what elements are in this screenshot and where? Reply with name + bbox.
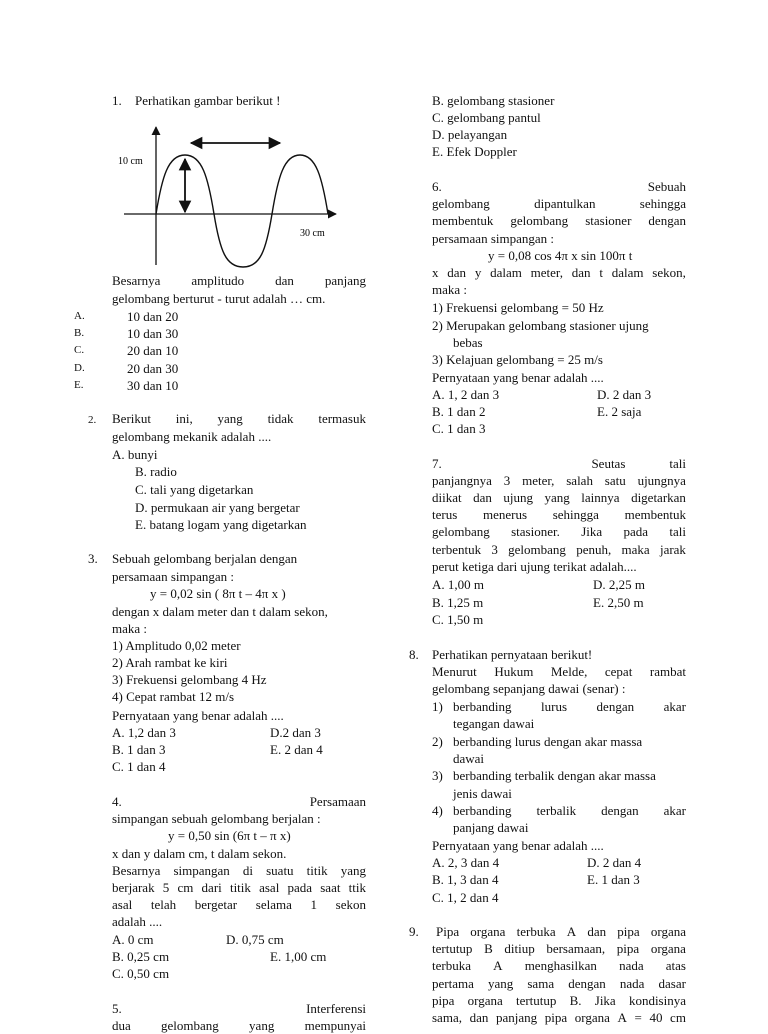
q1-stem: Besarnya amplitudo dan panjang [112,273,366,288]
q4-line-3: x dan y dalam cm, t dalam sekon. [112,846,287,861]
q8-statement-3-cont: jenis dawai [453,786,512,801]
q6-statement-2: 2) Merupakan gelombang stasioner ujung [432,318,649,333]
q8-statement-4: berbanding terbalik dengan akar [453,803,686,818]
q6-statement-2-cont: bebas [453,335,483,350]
q4-option-b[interactable]: B. 0,25 cm [112,949,170,964]
q3-line-3: dengan x dalam meter dan t dalam sekon, [112,604,328,619]
q6-option-b[interactable]: B. 1 dan 2 [432,404,486,419]
q7-line-5: gelombang stasioner. Jika pada tali [432,524,686,539]
q6-line-3: membentuk gelombang stasioner dengan [432,213,686,228]
q3-statement-2: 2) Arah rambat ke kiri [112,655,228,670]
q6-line-1: 6. Sebuah [432,179,686,194]
q7-option-a[interactable]: A. 1,00 m [432,577,484,592]
q7-option-e[interactable]: E. 2,50 m [593,595,644,610]
q5-option-d[interactable]: D. pelayangan [432,127,508,142]
q8-statement-1-num: 1) [432,699,443,714]
q2-number: 2. [88,414,97,426]
q3-equation: y = 0,02 sin ( 8π t – 4π x ) [150,586,286,601]
q7-line-4: terus menerus sehingga membentuk [432,507,686,522]
q9-line-4: pertama yang sama dengan nada dasar [432,976,686,991]
q4-body-2: berjarak 5 cm dari titik asal pada saat ttik [112,880,366,895]
q3-statement-1: 1) Amplitudo 0,02 meter [112,638,241,653]
q8-line-1: Menurut Hukum Melde, cepat rambat [432,664,686,679]
q9-line-6: sama, dan panjang pipa organa A = 40 cm [432,1010,686,1025]
q8-statement-2-cont: dawai [453,751,485,766]
q4-option-a[interactable]: A. 0 cm [112,932,154,947]
q6-maka: maka : [432,282,468,297]
q7-option-c[interactable]: C. 1,50 m [432,612,484,627]
q4-option-c[interactable]: C. 0,50 cm [112,966,170,981]
q5-line-2: dua gelombang yang mempunyai [112,1018,366,1033]
q2-option-d[interactable]: D. permukaan air yang bergetar [135,500,300,515]
q1-number: 1. [112,93,122,108]
wavelength-label: 30 cm [300,228,325,239]
q1-stem-2: gelombang berturut - turut adalah … cm. [112,291,326,306]
q6-statement-3: 3) Kelajuan gelombang = 25 m/s [432,352,603,367]
q3-statement-4: 4) Cepat rambat 12 m/s [112,689,235,704]
q8-statement-1: berbanding lurus dengan akar [453,699,686,714]
q8-number: 8. [409,647,419,662]
q6-question: Pernyataan yang benar adalah .... [432,370,604,385]
q7-line-7: perut ketiga dari ujung terikat adalah.... [432,559,637,574]
q2-line-1: Berikut ini, yang tidak termasuk [112,411,366,426]
q4-option-e[interactable]: E. 1,00 cm [270,949,327,964]
q7-line-6: terbentuk 3 gelombang penuh, maka jarak [432,542,686,557]
q1-prompt: Perhatikan gambar berikut ! [135,93,281,108]
q8-line-2: gelombang sepanjang dawai (senar) : [432,681,626,696]
q4-line-2: simpangan sebuah gelombang berjalan : [112,811,321,826]
q5-option-b[interactable]: B. gelombang stasioner [432,93,555,108]
amplitude-label: 10 cm [118,156,143,167]
q3-option-c[interactable]: C. 1 dan 4 [112,759,166,774]
q3-question: Pernyataan yang benar adalah .... [112,708,284,723]
q6-option-d[interactable]: D. 2 dan 3 [597,387,652,402]
q3-option-a[interactable]: A. 1,2 dan 3 [112,725,176,740]
wave-figure [110,115,340,275]
q6-equation: y = 0,08 cos 4π x sin 100π t [488,248,633,263]
q9-line-3: terbuka A menghasilkan nada atas [432,958,686,973]
q3-line-2: persamaan simpangan : [112,569,235,584]
q4-body-3: asal telah bergetar selama 1 sekon [112,897,366,912]
q9-line-2: tertutup B ditiup bersamaan, pipa organa [432,941,686,956]
q2-option-b[interactable]: B. radio [135,464,177,479]
q4-body-last: adalah .... [112,914,163,929]
q2-option-a[interactable]: A. bunyi [112,447,158,462]
q8-question: Pernyataan yang benar adalah .... [432,838,604,853]
q6-unit-line: x dan y dalam meter, dan t dalam sekon, [432,265,686,280]
q6-option-e[interactable]: E. 2 saja [597,404,642,419]
q2-option-c[interactable]: C. tali yang digetarkan [135,482,254,497]
q7-line-2: panjangnya 3 meter, salah satu ujungnya [432,473,686,488]
q4-option-d[interactable]: D. 0,75 cm [226,932,284,947]
q3-number: 3. [88,551,98,566]
sine-wave [156,155,328,267]
q7-option-b[interactable]: B. 1,25 m [432,595,484,610]
q8-option-a[interactable]: A. 2, 3 dan 4 [432,855,500,870]
q3-statement-3: 3) Frekuensi gelombang 4 Hz [112,672,267,687]
q3-line-1: Sebuah gelombang berjalan dengan [112,551,298,566]
q5-option-e[interactable]: E. Efek Doppler [432,144,517,159]
q8-statement-4-num: 4) [432,803,443,818]
q6-statement-1: 1) Frekuensi gelombang = 50 Hz [432,300,604,315]
q9-number: 9. [409,924,419,939]
q6-option-a[interactable]: A. 1, 2 dan 3 [432,387,500,402]
q2-option-e[interactable]: E. batang logam yang digetarkan [135,517,307,532]
q8-option-d[interactable]: D. 2 dan 4 [587,855,642,870]
q9-line-5: pipa organa tertutup B. Jika kondisinya [432,993,686,1008]
q8-statement-4-cont: panjang dawai [453,820,529,835]
q8-statement-3: berbanding terbalik dengan akar massa [453,768,656,783]
q8-prompt: Perhatikan pernyataan berikut! [432,647,593,662]
q7-option-d[interactable]: D. 2,25 m [593,577,645,592]
q3-line-4: maka : [112,621,148,636]
q8-statement-1-cont: tegangan dawai [453,716,535,731]
q5-line-1: 5. Interferensi [112,1001,366,1016]
q3-option-d[interactable]: D.2 dan 3 [270,725,321,740]
q8-option-b[interactable]: B. 1, 3 dan 4 [432,872,499,887]
q2-line-2: gelombang mekanik adalah .... [112,429,272,444]
q7-line-1: 7. Seutas tali [432,456,686,471]
q8-statement-3-num: 3) [432,768,443,783]
q8-statement-2: berbanding lurus dengan akar massa [453,734,643,749]
q4-body-1: Besarnya simpangan di suatu titik yang [112,863,366,878]
q6-line-4: persamaan simpangan : [432,231,555,246]
q8-option-e[interactable]: E. 1 dan 3 [587,872,640,887]
q4-equation: y = 0,50 sin (6π t – π x) [168,828,291,843]
q7-line-3: diikat dan ujung yang lainnya digetarkan [432,490,686,505]
q3-option-e[interactable]: E. 2 dan 4 [270,742,323,757]
q5-option-c[interactable]: C. gelombang pantul [432,110,541,125]
q4-line-1: 4. Persamaan [112,794,366,809]
q6-line-2: gelombang dipantulkan sehingga [432,196,686,211]
q6-option-c[interactable]: C. 1 dan 3 [432,421,486,436]
q8-option-c[interactable]: C. 1, 2 dan 4 [432,890,499,905]
q9-line-1: Pipa organa terbuka A dan pipa organa [436,924,686,939]
q3-option-b[interactable]: B. 1 dan 3 [112,742,166,757]
q8-statement-2-num: 2) [432,734,443,749]
